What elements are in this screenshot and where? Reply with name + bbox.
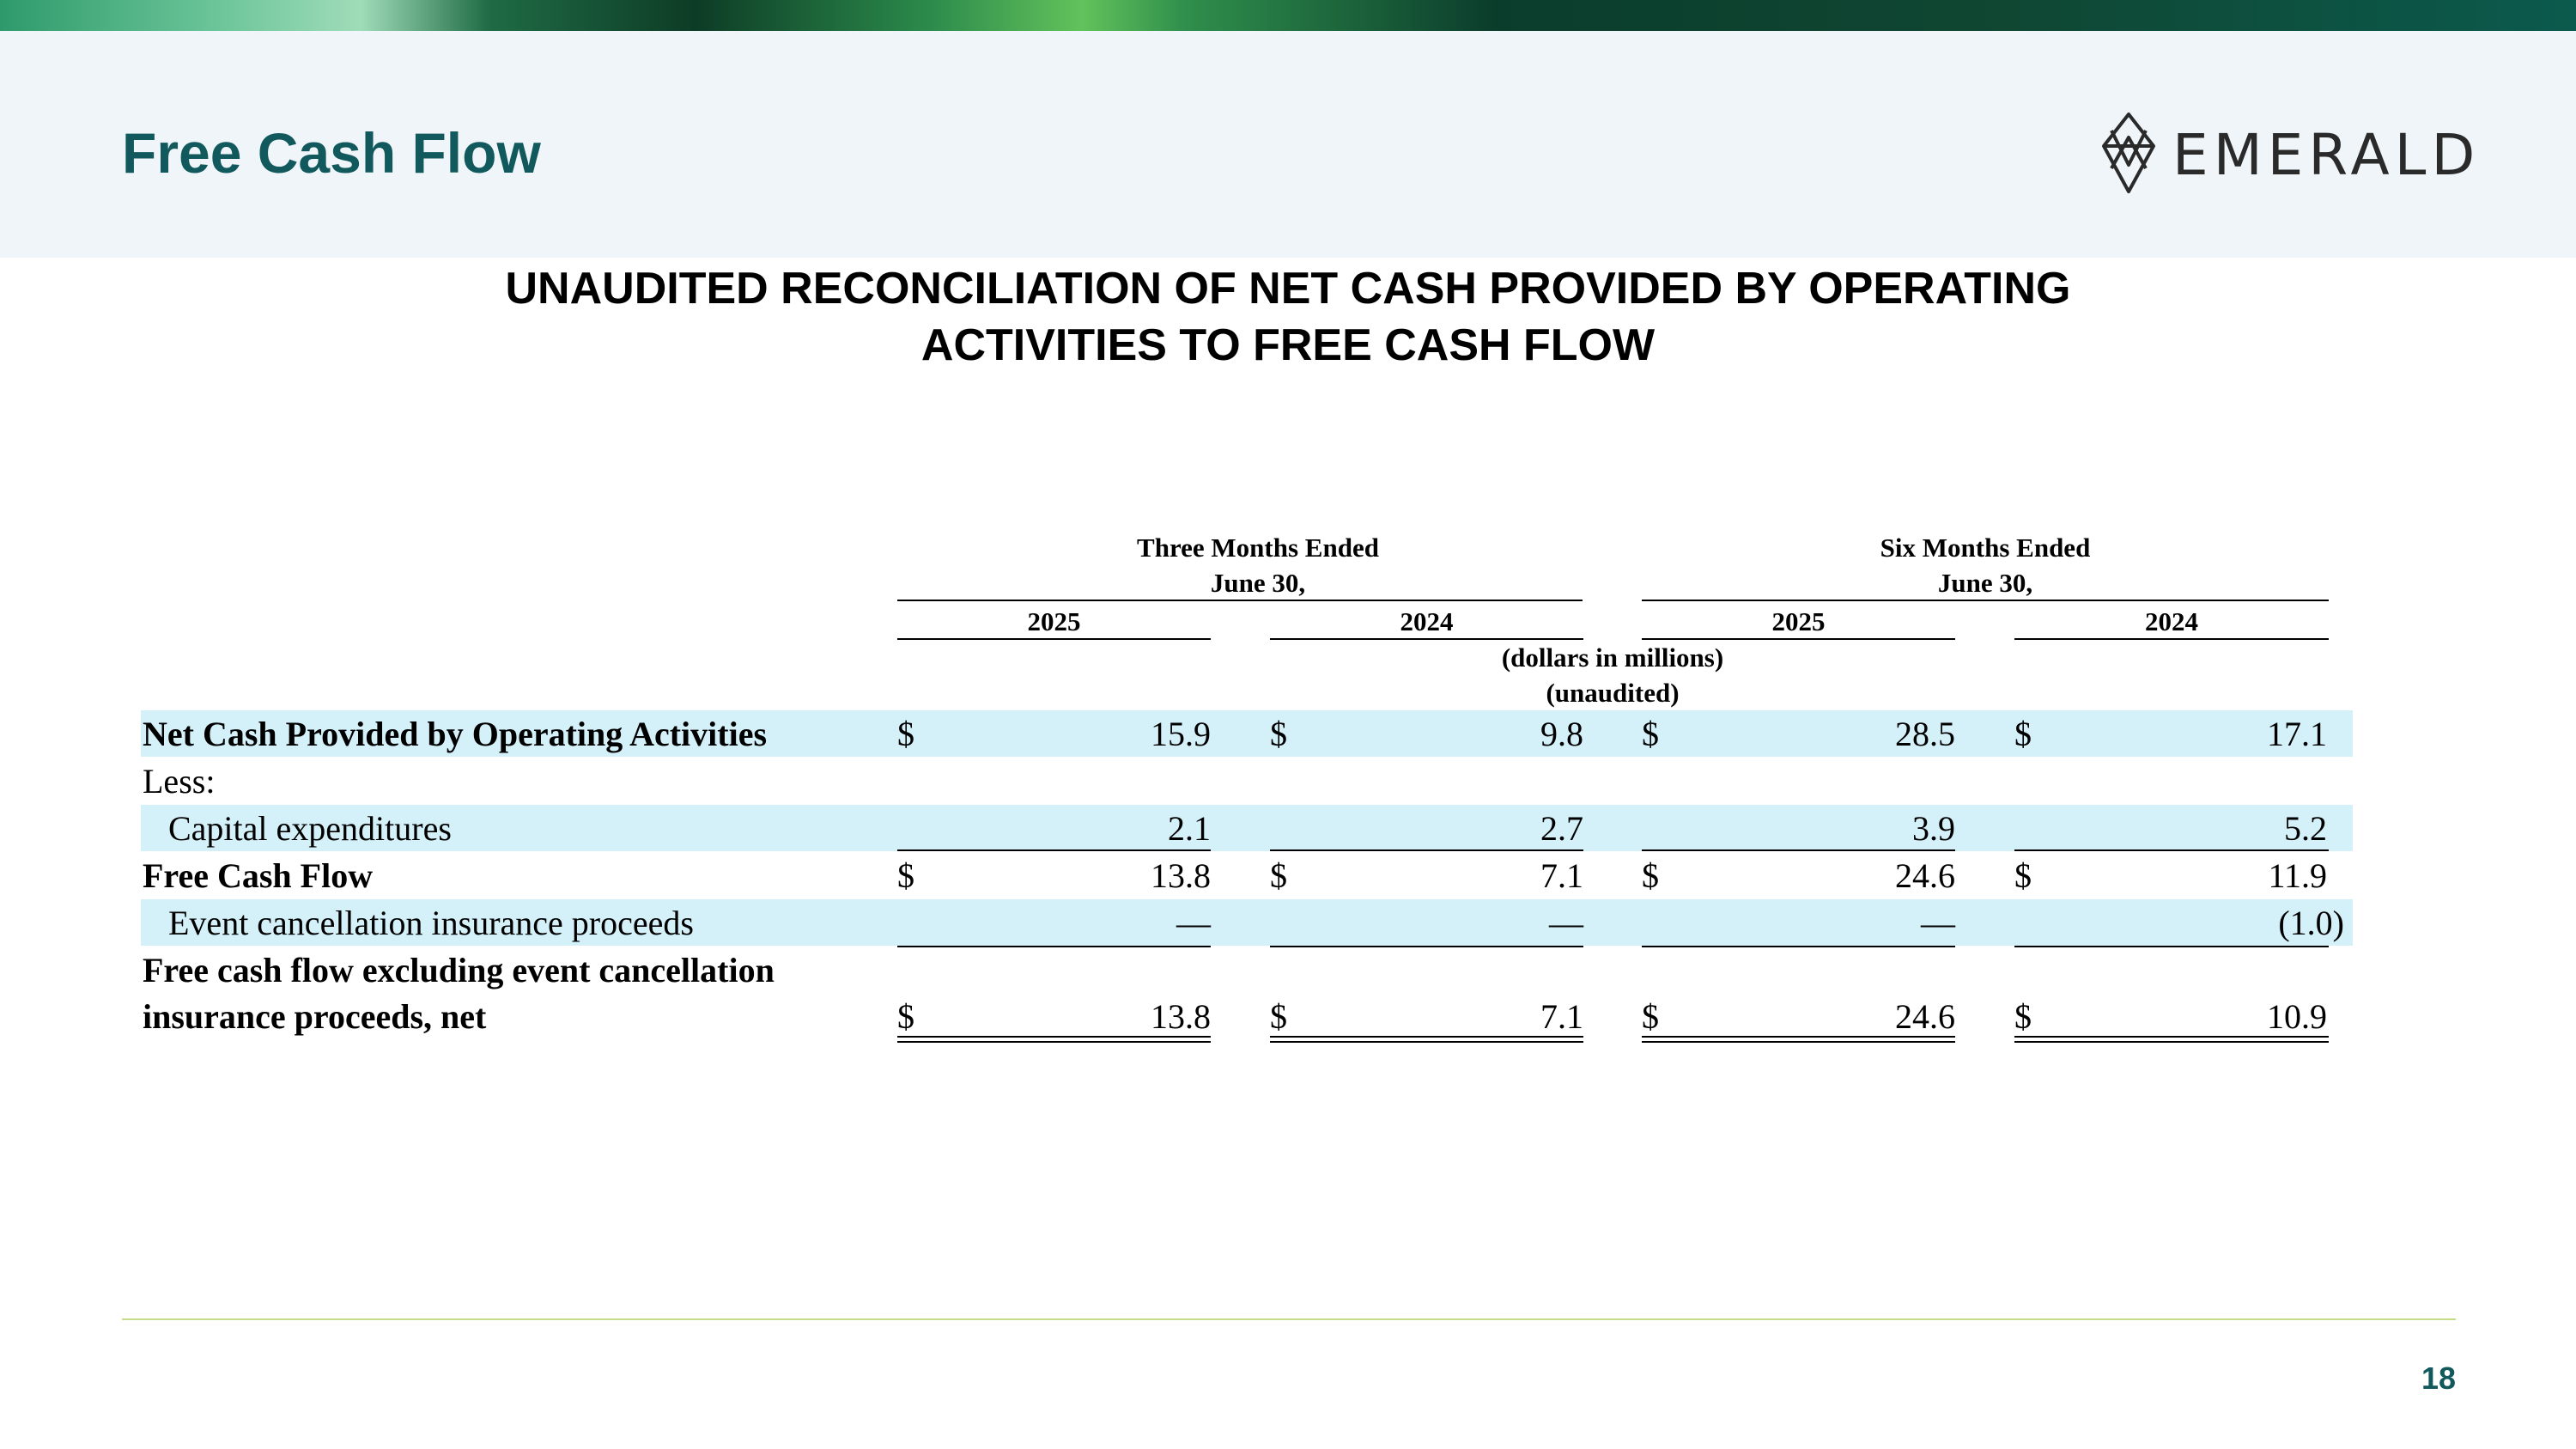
currency-symbol: $ bbox=[1642, 997, 1659, 1036]
row-label-fcf-excluding-line2: insurance proceeds, net bbox=[143, 997, 487, 1036]
header-six-months: Six Months Ended bbox=[1880, 533, 2091, 563]
cell-value: 7.1 bbox=[1540, 997, 1583, 1036]
year-rule bbox=[897, 638, 1211, 640]
subtotal-rule bbox=[1270, 849, 1583, 851]
cell-value: 24.6 bbox=[1895, 997, 1955, 1036]
total-double-rule bbox=[2014, 1036, 2329, 1043]
currency-symbol: $ bbox=[1642, 856, 1659, 895]
total-double-rule bbox=[1270, 1036, 1583, 1043]
year-header: 2024 bbox=[2145, 606, 2198, 636]
currency-symbol: $ bbox=[1642, 715, 1659, 753]
cell-value: 15.9 bbox=[1151, 715, 1211, 753]
cell-value: — bbox=[1549, 904, 1583, 942]
row-label-fcf-excluding-line1: Free cash flow excluding event cancellation bbox=[143, 951, 775, 989]
cell-value: 24.6 bbox=[1895, 856, 1955, 895]
year-rule bbox=[1270, 638, 1583, 640]
cell-value: 5.2 bbox=[2284, 809, 2327, 848]
header-three-months-date: June 30, bbox=[1210, 568, 1306, 598]
total-double-rule bbox=[1642, 1036, 1955, 1043]
year-header: 2025 bbox=[1027, 606, 1081, 636]
heading-line-2: ACTIVITIES TO FREE CASH FLOW bbox=[920, 320, 1656, 370]
subtotal-rule bbox=[897, 849, 1211, 851]
cell-value: 11.9 bbox=[2268, 856, 2327, 895]
page-title: Free Cash Flow bbox=[122, 121, 541, 185]
currency-symbol: $ bbox=[2014, 997, 2032, 1036]
header-six-months-date: June 30, bbox=[1937, 568, 2033, 598]
cell-value: 9.8 bbox=[1540, 715, 1583, 753]
subtotal-rule bbox=[1642, 849, 1955, 851]
cell-value: (1.0) bbox=[2278, 904, 2344, 942]
cell-value: 28.5 bbox=[1895, 715, 1955, 753]
cell-value: 10.9 bbox=[2267, 997, 2327, 1036]
subtotal-rule bbox=[2014, 946, 2329, 947]
row-band-capex bbox=[141, 805, 2353, 851]
cell-value: 13.8 bbox=[1151, 856, 1211, 895]
subtotal-rule bbox=[1270, 946, 1583, 947]
row-label-free-cash-flow: Free Cash Flow bbox=[143, 856, 374, 895]
year-header: 2025 bbox=[1771, 606, 1826, 636]
brand-name: EMERALD bbox=[2172, 122, 2481, 188]
year-rule bbox=[1642, 638, 1955, 640]
cell-value: 2.1 bbox=[1168, 809, 1211, 848]
subtotal-rule bbox=[1642, 946, 1955, 947]
currency-symbol: $ bbox=[2014, 715, 2032, 753]
currency-symbol: $ bbox=[2014, 856, 2032, 895]
row-label-insurance-proceeds: Event cancellation insurance proceeds bbox=[168, 904, 694, 942]
cell-value: 2.7 bbox=[1540, 809, 1583, 848]
year-header: 2024 bbox=[1400, 606, 1454, 636]
cell-value: 17.1 bbox=[2267, 715, 2327, 753]
cell-value: — bbox=[1921, 904, 1955, 942]
subtotal-rule bbox=[2014, 849, 2329, 851]
units-note: (dollars in millions) bbox=[1501, 642, 1724, 673]
group-rule-three bbox=[897, 600, 1583, 601]
cell-value: 3.9 bbox=[1912, 809, 1955, 848]
group-rule-six bbox=[1642, 600, 2329, 601]
unaudited-note: (unaudited) bbox=[1546, 678, 1680, 708]
currency-symbol: $ bbox=[897, 856, 914, 895]
heading-line-1: UNAUDITED RECONCILIATION OF NET CASH PROVIDED BY OPERATING bbox=[505, 264, 2071, 314]
subtotal-rule bbox=[897, 946, 1211, 947]
currency-symbol: $ bbox=[897, 997, 914, 1036]
row-label-less: Less: bbox=[143, 762, 216, 801]
footer-divider bbox=[122, 1318, 2456, 1320]
row-label-operating-cash: Net Cash Provided by Operating Activities bbox=[143, 715, 768, 753]
header-three-months: Three Months Ended bbox=[1137, 533, 1379, 563]
cell-value: — bbox=[1176, 904, 1211, 942]
row-label-capex: Capital expenditures bbox=[168, 809, 452, 848]
currency-symbol: $ bbox=[1270, 856, 1287, 895]
currency-symbol: $ bbox=[897, 715, 914, 753]
currency-symbol: $ bbox=[1270, 997, 1287, 1036]
currency-symbol: $ bbox=[1270, 715, 1287, 753]
total-double-rule bbox=[897, 1036, 1211, 1043]
cell-value: 7.1 bbox=[1540, 856, 1583, 895]
page-number: 18 bbox=[2421, 1361, 2456, 1396]
year-rule bbox=[2014, 638, 2329, 640]
cell-value: 13.8 bbox=[1151, 997, 1211, 1036]
